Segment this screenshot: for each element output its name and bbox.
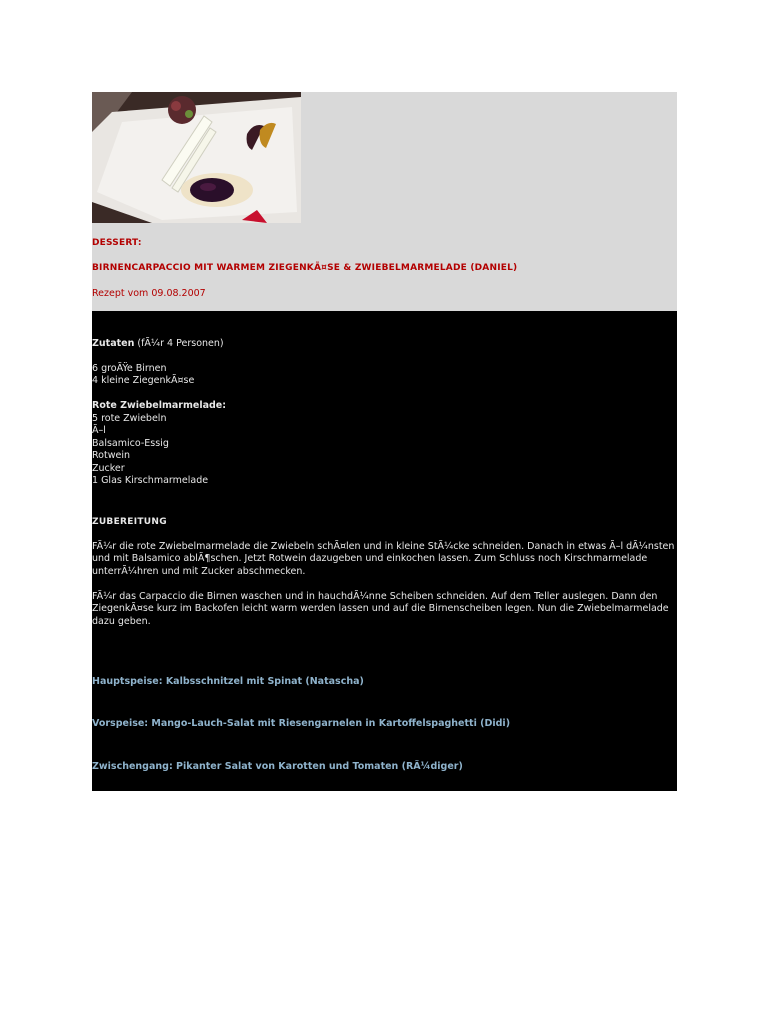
recipe-category: DESSERT:	[92, 238, 142, 248]
recipe-body	[92, 311, 677, 791]
ingredients-heading-line	[92, 338, 224, 350]
dish-photo-image	[92, 92, 301, 223]
preparation-heading: ZUBEREITUNG	[92, 517, 167, 527]
marmalade-item: Balsamico-Essig	[92, 438, 169, 449]
ingredients-heading: Zutaten	[92, 338, 135, 349]
recipe-title: BIRNENCARPACCIO MIT WARMEM ZIEGENKÃ¤SE & ZWIEBELMARMELADE (DANIEL)	[92, 263, 518, 273]
link-intermediate-course[interactable]: Zwischengang: Pikanter Salat von Karotten und Tomaten (RÃ¼diger)	[92, 761, 463, 772]
ingredient-item: 6 groÃŸe Birnen	[92, 363, 167, 374]
dish-photo	[92, 92, 301, 223]
recipe-header	[92, 92, 677, 311]
ingredient-item: 4 kleine ZiegenkÃ¤se	[92, 375, 195, 386]
link-starter[interactable]: Vorspeise: Mango-Lauch-Salat mit Riesengarnelen in Kartoffelspaghetti (Didi)	[92, 718, 511, 729]
recipe-page	[92, 92, 677, 791]
marmalade-item: 1 Glas Kirschmarmelade	[92, 475, 209, 486]
preparation-paragraph: FÃ¼r das Carpaccio die Birnen waschen und in hauchdÃ¼nne Scheiben schneiden. Auf dem Teller auslegen. Dann den ZiegenkÃ¤se kurz im Backofen leicht warm werden lassen und auf die Birnenscheiben legen. Nun die Zwiebelmarmelade dazu geben.	[92, 591, 669, 627]
marmalade-item: Zucker	[92, 463, 125, 474]
marmalade-item: Ã–l	[92, 425, 106, 436]
recipe-date: Rezept vom 09.08.2007	[92, 288, 206, 299]
marmalade-item: 5 rote Zwiebeln	[92, 413, 167, 424]
link-main-course[interactable]: Hauptspeise: Kalbsschnitzel mit Spinat (Natascha)	[92, 676, 364, 687]
marmalade-item: Rotwein	[92, 450, 130, 461]
ingredients-servings: (fÃ¼r 4 Personen)	[134, 338, 224, 349]
preparation-paragraph: FÃ¼r die rote Zwiebelmarmelade die Zwiebeln schÃ¤len und in kleine StÃ¼cke schneiden. Danach in etwas Ã–l dÃ¼nsten und mit Balsamico ablÃ¶schen. Jetzt Rotwein dazugeben und einkochen lassen. Zum Schluss noch Kirschmarmelade unterrÃ¼hren und mit Zucker abschmecken.	[92, 541, 675, 577]
marmalade-heading: Rote Zwiebelmarmelade:	[92, 400, 227, 411]
